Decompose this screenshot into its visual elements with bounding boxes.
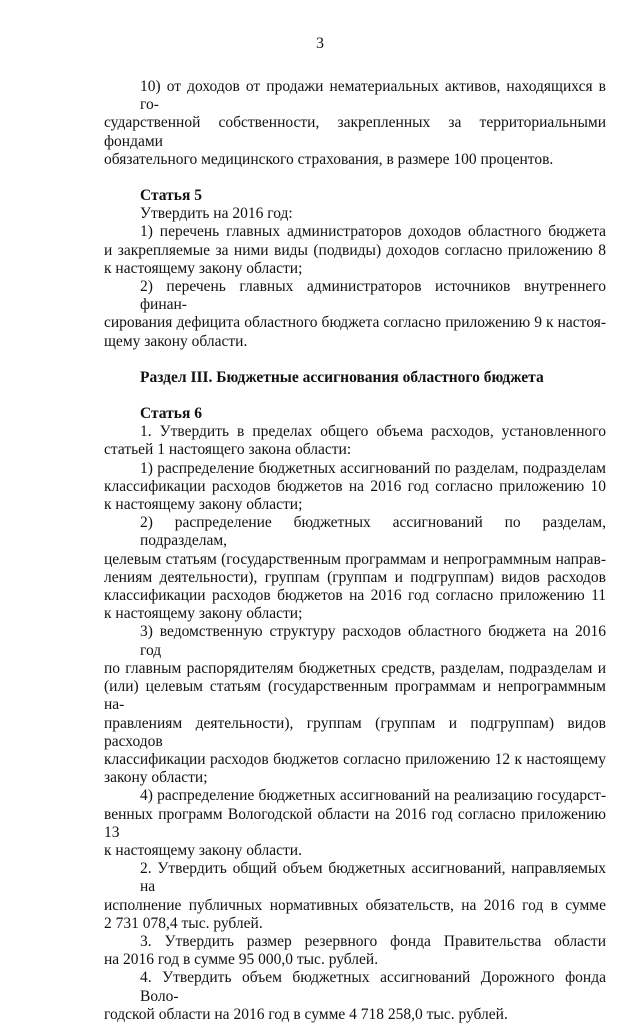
text-line: по главным распорядителям бюджетных средств, разделам, подразделам и: [104, 659, 606, 677]
paragraph: [104, 205, 606, 223]
text-line: к настоящему закону области;: [104, 259, 303, 277]
text-line: 1) перечень главных администраторов доходов областного бюджета: [140, 223, 606, 241]
text-line: сирования дефицита областного бюджета согласно приложению 9 к настоя-: [104, 314, 606, 332]
section-heading: Статья 6: [140, 405, 202, 423]
text-line: правлениям деятельности), группам (группам и подгруппам) видов расходов: [104, 714, 606, 750]
paragraph: [104, 860, 606, 933]
text-line: целевым статьям (государственным программам и непрограммным направ-: [104, 550, 606, 568]
text-line: 2. Утвердить общий объем бюджетных ассигнований, направляемых на: [140, 860, 606, 896]
paragraph: [104, 787, 606, 860]
text-line: 3. Утвердить размер резервного фонда Правительства области: [140, 932, 606, 950]
paragraph: [104, 460, 606, 515]
text-line: закону области;: [104, 769, 208, 787]
section-heading: Статья 5: [140, 187, 202, 205]
paragraph: [104, 78, 606, 169]
text-line: к настоящему закону области;: [104, 496, 303, 514]
text-line: 4) распределение бюджетных ассигнований на реализацию государст-: [140, 787, 606, 805]
spacer: [104, 351, 606, 369]
paragraph: [104, 933, 606, 969]
page-number: 3: [316, 35, 324, 52]
text-line: и закрепляемые за ними виды (подвиды) доходов согласно приложению 8: [104, 241, 606, 259]
text-line: классификации расходов бюджетов согласно приложению 12 к настоящему: [104, 750, 606, 768]
text-line: 2) распределение бюджетных ассигнований по разделам, подразделам,: [140, 514, 606, 550]
text-line: классификации расходов бюджетов на 2016 год согласно приложению 11: [104, 587, 606, 605]
paragraph: [104, 623, 606, 787]
text-line: 2) перечень главных администраторов источников внутреннего финан-: [140, 278, 606, 314]
text-line: исполнение публичных нормативных обязательств, на 2016 год в сумме: [104, 896, 606, 914]
text-line: обязательного медицинского страхования, в размере 100 процентов.: [104, 150, 554, 168]
text-line: к настоящему закону области;: [104, 605, 303, 623]
text-line: лениям деятельности), группам (группам и подгруппам) видов расходов: [104, 568, 606, 586]
text-line: 2 731 078,4 тыс. рублей.: [104, 914, 263, 932]
text-line: на 2016 год в сумме 95 000,0 тыс. рублей.: [104, 951, 379, 969]
text-line: 10) от доходов от продажи нематериальных активов, находящихся в го-: [140, 78, 606, 114]
text-line: 1. Утвердить в пределах общего объема расходов, установленного: [140, 423, 606, 441]
text-line: Утвердить на 2016 год:: [140, 205, 293, 223]
spacer: [104, 169, 606, 187]
text-line: (или) целевым статьям (государственным программам и непрограммным на-: [104, 678, 606, 714]
text-line: статьей 1 настоящего закона области:: [104, 441, 352, 459]
text-line: венных программ Вологодской области на 2016 год согласно приложению 13: [104, 805, 606, 841]
paragraph: [104, 514, 606, 623]
paragraph: [104, 278, 606, 351]
text-line: сударственной собственности, закрепленных за территориальными фондами: [104, 114, 606, 150]
document-body: [104, 78, 606, 1024]
text-line: щему закону области.: [104, 332, 248, 350]
text-line: годской области на 2016 год в сумме 4 718 258,0 тыс. рублей.: [104, 1005, 508, 1023]
paragraph: [104, 423, 606, 459]
spacer: [104, 387, 606, 405]
text-line: классификации расходов бюджетов на 2016 год согласно приложению 10: [104, 477, 606, 495]
section-heading: Раздел III. Бюджетные ассигнования областного бюджета: [140, 368, 544, 386]
text-line: к настоящему закону области.: [104, 841, 302, 859]
paragraph: [104, 969, 606, 1024]
text-line: 4. Утвердить объем бюджетных ассигнований Дорожного фонда Воло-: [140, 969, 606, 1005]
paragraph: [104, 223, 606, 278]
text-line: 1) распределение бюджетных ассигнований по разделам, подразделам: [140, 459, 606, 477]
text-line: 3) ведомственную структуру расходов областного бюджета на 2016 год: [140, 623, 606, 659]
